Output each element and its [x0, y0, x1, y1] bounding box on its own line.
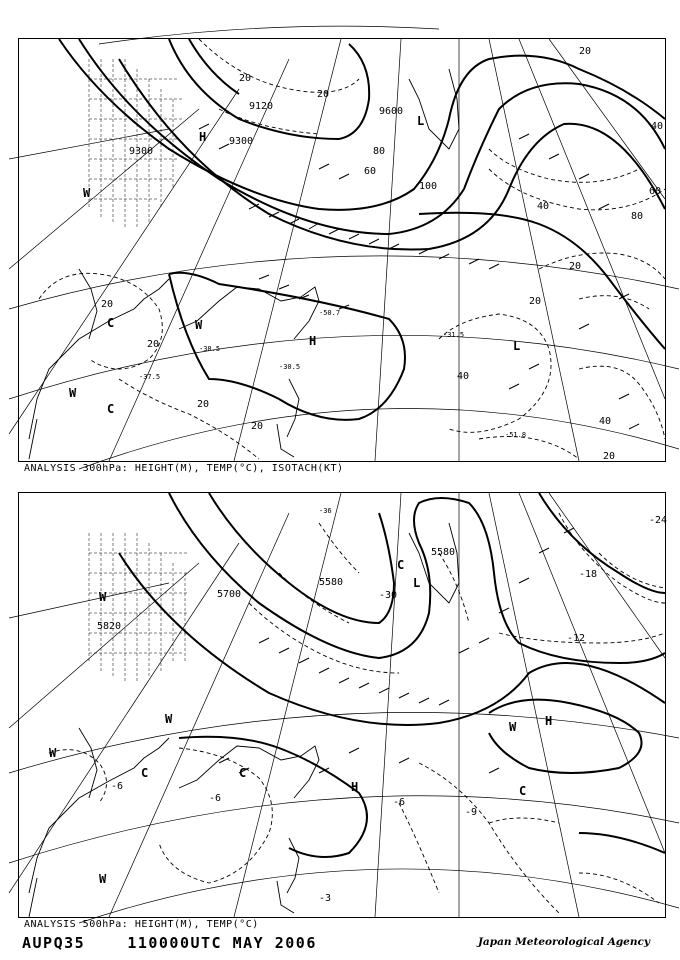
temp-label: -6 — [209, 793, 222, 804]
center-marker: H — [351, 780, 359, 794]
agency-name: Japan Meteorological Agency — [477, 936, 650, 948]
center-marker: C — [397, 558, 405, 572]
product-code: AUPQ35 — [22, 934, 86, 952]
height-label: 9300 — [129, 146, 154, 157]
meridians — [9, 493, 668, 917]
isotach-label: 40 — [651, 121, 664, 132]
center-marker: L — [413, 576, 421, 590]
meridians — [9, 39, 665, 461]
temp-label: -3 — [319, 893, 332, 904]
center-marker: C — [519, 784, 527, 798]
isotach-label: 40 — [457, 371, 470, 382]
height-label: 9300 — [229, 136, 254, 147]
temp-label: -18 — [579, 569, 598, 580]
height-label: 5820 — [97, 621, 122, 632]
temp-label: -51.8 — [505, 431, 527, 439]
temp-label: -6 — [111, 781, 124, 792]
center-marker: H — [199, 130, 207, 144]
center-marker: W — [195, 318, 203, 332]
height-contours — [119, 493, 668, 857]
center-marker: C — [107, 402, 115, 416]
height-label: 9120 — [249, 101, 274, 112]
center-marker: L — [513, 339, 521, 353]
center-marker: H — [309, 334, 317, 348]
temp-label: -38.5 — [199, 345, 221, 353]
coastlines — [29, 69, 459, 459]
center-marker: L — [417, 114, 425, 128]
caption-500hpa: ANALYSIS 500hPa: HEIGHT(M), TEMP(°C) — [24, 919, 259, 930]
product-code-line — [22, 934, 317, 952]
isotach-label: 20 — [603, 451, 616, 462]
center-marker: W — [509, 720, 517, 734]
center-marker: C — [107, 316, 115, 330]
isotach-label: 80 — [631, 211, 644, 222]
temp-label: -30.5 — [279, 363, 301, 371]
isotach-label: 60 — [364, 166, 377, 177]
isotach-label: 60 — [649, 186, 662, 197]
hatch-region — [89, 59, 184, 229]
isotach-label: 20 — [317, 89, 330, 100]
center-marker: W — [99, 872, 107, 886]
isotach-label: 20 — [101, 299, 114, 310]
latitude-circles — [9, 712, 679, 923]
temp-label: -50.7 — [319, 309, 341, 317]
temp-label: -24 — [649, 515, 668, 526]
center-marker: C — [239, 766, 247, 780]
wind-barbs — [199, 124, 639, 429]
map-300hpa — [19, 39, 665, 461]
isotach-label: 20 — [147, 339, 160, 350]
height-label: 5700 — [217, 589, 242, 600]
isotach-label: 20 — [579, 46, 592, 57]
isotach-label: 40 — [599, 416, 612, 427]
center-marker: W — [83, 186, 91, 200]
height-label: 5580 — [431, 547, 456, 558]
temp-label: -30 — [379, 590, 398, 601]
temp-label: -31.5 — [443, 331, 465, 339]
isotach-label: 80 — [373, 146, 386, 157]
chart-500hpa — [18, 492, 666, 918]
chart-300hpa — [18, 38, 666, 462]
isotach-label: 20 — [569, 261, 582, 272]
height-contours — [59, 39, 665, 420]
temp-label: -6 — [393, 797, 406, 808]
temp-label: -12 — [567, 633, 586, 644]
center-marker: W — [165, 712, 173, 726]
temp-label: -37.5 — [139, 373, 161, 381]
map-500hpa — [19, 493, 668, 917]
isotach-label: 20 — [251, 421, 264, 432]
isotach-label: 100 — [419, 181, 438, 192]
valid-time: 110000UTC MAY 2006 — [127, 934, 317, 952]
center-marker: C — [141, 766, 149, 780]
height-label: 5580 — [319, 577, 344, 588]
center-marker: H — [545, 714, 553, 728]
isotach-label: 20 — [197, 399, 210, 410]
center-marker: W — [99, 590, 107, 604]
isotach-label: 20 — [529, 296, 542, 307]
temp-label: -36 — [319, 507, 332, 515]
caption-300hpa: ANALYSIS 300hPa: HEIGHT(M), TEMP(°C), ISOTACH(KT) — [24, 463, 344, 474]
isotach-label: 40 — [537, 201, 550, 212]
temp-label: -9 — [465, 807, 478, 818]
height-label: 9600 — [379, 106, 404, 117]
center-marker: W — [69, 386, 77, 400]
isotach-label: 20 — [239, 73, 252, 84]
hatch-region — [89, 533, 189, 683]
isotach-contours — [39, 39, 665, 459]
center-marker: W — [49, 746, 57, 760]
